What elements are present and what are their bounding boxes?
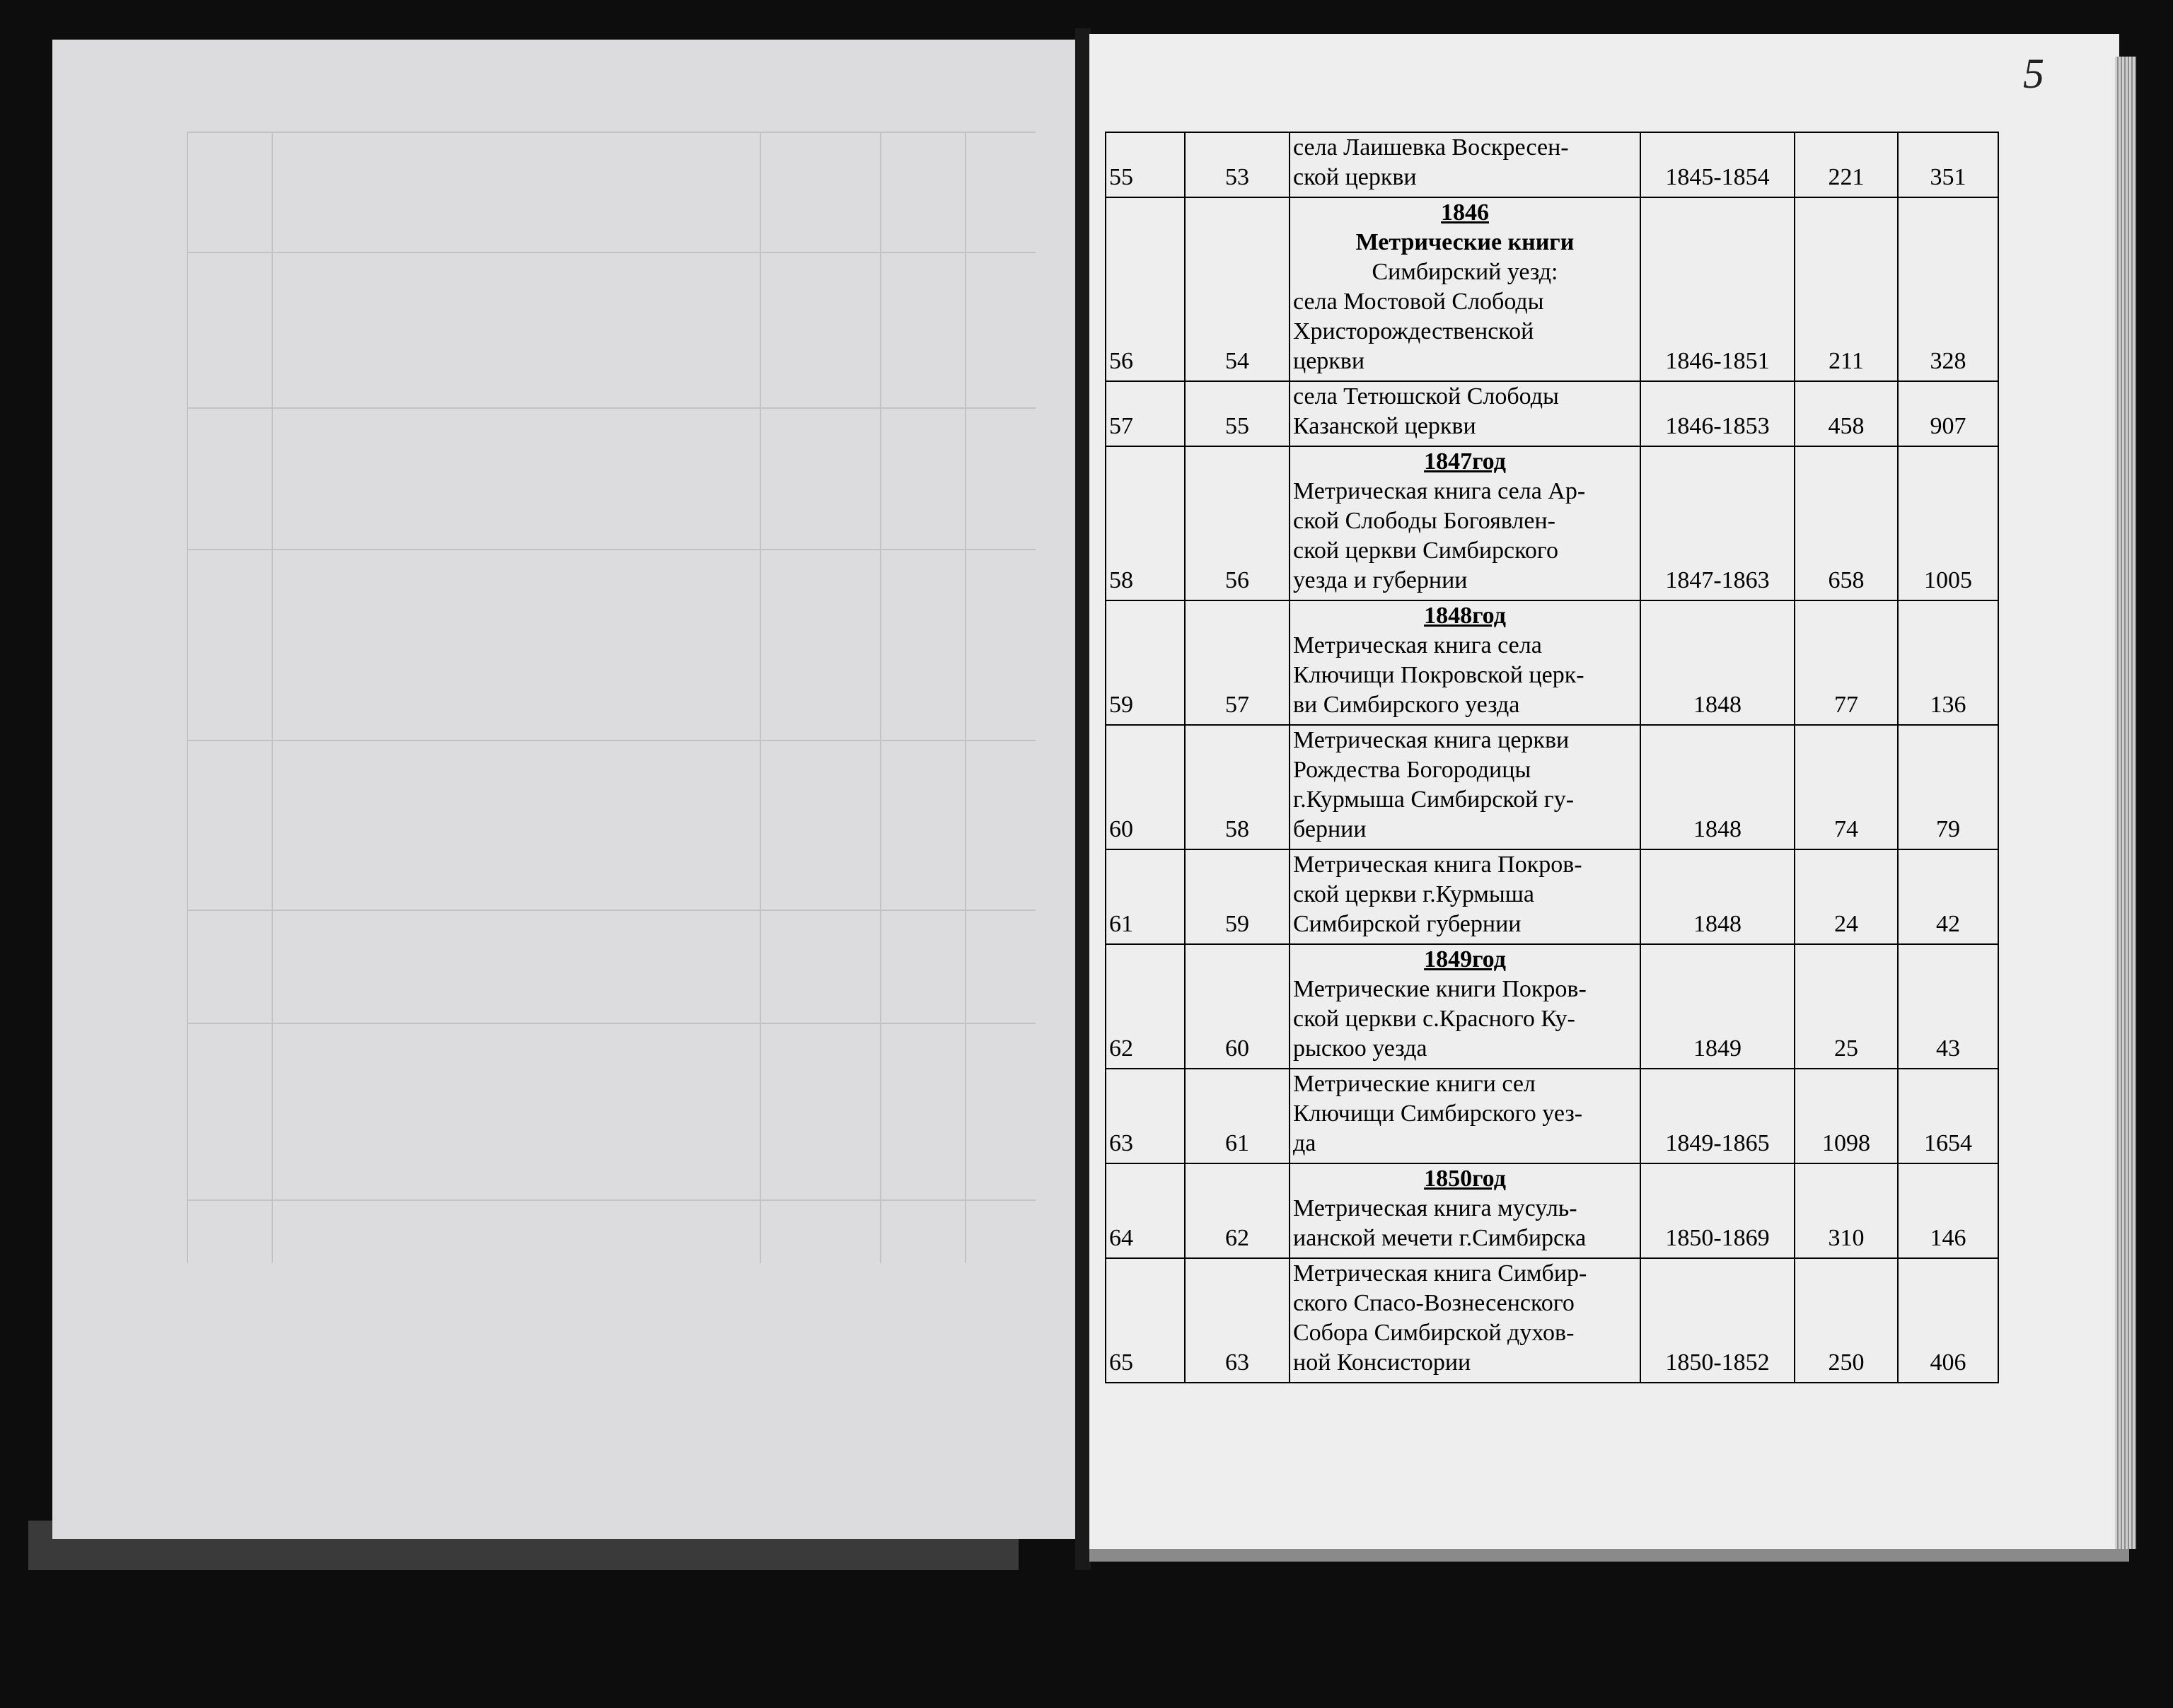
table-row (1106, 446, 1998, 600)
description-line: ской церкви Симбирского (1293, 538, 1558, 564)
inventory-number: 63 (1185, 1258, 1290, 1383)
page-count: 146 (1898, 1163, 1998, 1258)
sheet-count: 221 (1795, 132, 1898, 197)
bleed-through-rule (187, 549, 1036, 550)
description-line: ианской мечети г.Симбирска (1293, 1225, 1587, 1251)
row-number: 62 (1106, 944, 1185, 1069)
row-number: 56 (1106, 197, 1185, 381)
description-line: Метрическая книга мусуль- (1293, 1195, 1577, 1221)
left-page-blank (52, 40, 1077, 1539)
page-count: 1654 (1898, 1069, 1998, 1163)
page-count: 79 (1898, 725, 1998, 849)
sheet-count: 25 (1795, 944, 1898, 1069)
description-line: бернии (1293, 816, 1367, 842)
description-line: села Лаишевка Воскресен- (1293, 134, 1569, 161)
description-cell (1290, 1069, 1640, 1163)
description-line: Метрическая книга Симбир- (1293, 1260, 1587, 1286)
page-count: 351 (1898, 132, 1998, 197)
bleed-through-rule (187, 407, 1036, 409)
table-row (1106, 725, 1998, 849)
row-number: 59 (1106, 600, 1185, 725)
bleed-through-rule (272, 132, 273, 1263)
description-line: Метрические книги Покров- (1293, 976, 1587, 1002)
description-line: Метрическая книга села Ар- (1293, 478, 1586, 504)
sheet-count: 74 (1795, 725, 1898, 849)
sheet-count: 250 (1795, 1258, 1898, 1383)
description-line: Метрическая книга Покров- (1293, 852, 1582, 878)
description-line: церкви (1293, 348, 1365, 374)
page-count: 136 (1898, 600, 1998, 725)
row-number: 65 (1106, 1258, 1185, 1383)
sheet-count: 211 (1795, 197, 1898, 381)
description-cell (1290, 849, 1640, 944)
row-number: 60 (1106, 725, 1185, 849)
description-line: уезда и губернии (1293, 567, 1468, 593)
inventory-number: 55 (1185, 381, 1290, 446)
sheet-count: 458 (1795, 381, 1898, 446)
year-heading: 1846 (1441, 199, 1489, 226)
description-line: Казанской церкви (1293, 413, 1476, 439)
description-cell (1290, 446, 1640, 600)
description-line: Христорождественской (1293, 318, 1534, 344)
description-line: ской церкви г.Курмыша (1293, 881, 1534, 907)
inventory-number: 61 (1185, 1069, 1290, 1163)
description-line: Ключищи Симбирского уез- (1293, 1100, 1583, 1127)
table-row (1106, 1069, 1998, 1163)
description-cell (1290, 944, 1640, 1069)
row-number: 58 (1106, 446, 1185, 600)
page-count: 42 (1898, 849, 1998, 944)
section-heading: Метрические книги (1355, 229, 1575, 255)
description-line: ской церкви с.Красного Ку- (1293, 1006, 1575, 1032)
date-range: 1846-1853 (1640, 381, 1795, 446)
inventory-number: 53 (1185, 132, 1290, 197)
description-line: села Мостовой Слободы (1293, 289, 1544, 315)
year-heading: 1849год (1424, 946, 1506, 972)
date-range: 1850-1852 (1640, 1258, 1795, 1383)
table-row (1106, 849, 1998, 944)
page-count: 406 (1898, 1258, 1998, 1383)
inventory-number: 58 (1185, 725, 1290, 849)
date-range: 1848 (1640, 600, 1795, 725)
description-cell (1290, 725, 1640, 849)
row-number: 57 (1106, 381, 1185, 446)
description-line: Симбирской губернии (1293, 911, 1522, 937)
page-bottom-edge (1089, 1549, 2129, 1562)
year-heading: 1847год (1424, 448, 1506, 475)
page-count: 43 (1898, 944, 1998, 1069)
description-line: ной Консистории (1293, 1349, 1471, 1376)
register-table (1105, 132, 1999, 1383)
description-cell (1290, 1163, 1640, 1258)
year-heading: 1850год (1424, 1166, 1506, 1192)
register-table-body (1106, 132, 1998, 1383)
date-range: 1845-1854 (1640, 132, 1795, 197)
bleed-through-rule (187, 252, 1036, 253)
page-stack-edge (2115, 57, 2136, 1549)
description-cell (1290, 132, 1640, 197)
table-row (1106, 1163, 1998, 1258)
inventory-number: 56 (1185, 446, 1290, 600)
sheet-count: 24 (1795, 849, 1898, 944)
bleed-through-rule (187, 132, 1036, 133)
inventory-number: 54 (1185, 197, 1290, 381)
description-line: ви Симбирского уезда (1293, 692, 1520, 718)
page-number: 5 (2023, 50, 2044, 97)
date-range: 1846-1851 (1640, 197, 1795, 381)
bleed-through-rule (187, 910, 1036, 911)
description-line: г.Курмыша Симбирской гу- (1293, 786, 1575, 813)
page-count: 907 (1898, 381, 1998, 446)
description-cell (1290, 381, 1640, 446)
page-count: 328 (1898, 197, 1998, 381)
description-cell (1290, 600, 1640, 725)
date-range: 1848 (1640, 849, 1795, 944)
sheet-count: 77 (1795, 600, 1898, 725)
bleed-through-rule (187, 1199, 1036, 1201)
description-line: рыскоо уезда (1293, 1035, 1427, 1062)
date-range: 1850-1869 (1640, 1163, 1795, 1258)
description-line: Ключищи Покровской церк- (1293, 662, 1584, 688)
bleed-through-rule (187, 132, 188, 1263)
table-row (1106, 1258, 1998, 1383)
date-range: 1848 (1640, 725, 1795, 849)
inventory-number: 59 (1185, 849, 1290, 944)
description-line: Собора Симбирской духов- (1293, 1320, 1575, 1346)
description-line: Метрическая книга церкви (1293, 727, 1570, 753)
description-line: Метрическая книга села (1293, 632, 1542, 658)
date-range: 1849-1865 (1640, 1069, 1795, 1163)
table-row (1106, 132, 1998, 197)
inventory-number: 57 (1185, 600, 1290, 725)
description-cell (1290, 197, 1640, 381)
description-line: села Тетюшской Слободы (1293, 383, 1559, 409)
description-line: ской церкви (1293, 164, 1417, 190)
bleed-through-rule (187, 1023, 1036, 1024)
bleed-through-rule (187, 740, 1036, 741)
date-range: 1847-1863 (1640, 446, 1795, 600)
table-row (1106, 600, 1998, 725)
year-heading: 1848год (1424, 603, 1506, 629)
description-line: да (1293, 1130, 1316, 1156)
row-number: 61 (1106, 849, 1185, 944)
bleed-through-rule (760, 132, 761, 1263)
table-row (1106, 381, 1998, 446)
date-range: 1849 (1640, 944, 1795, 1069)
table-row (1106, 944, 1998, 1069)
sheet-count: 1098 (1795, 1069, 1898, 1163)
page-count: 1005 (1898, 446, 1998, 600)
book-gutter (1075, 28, 1091, 1570)
row-number: 55 (1106, 132, 1185, 197)
description-line: Метрические книги сел (1293, 1071, 1536, 1097)
description-cell (1290, 1258, 1640, 1383)
sheet-count: 310 (1795, 1163, 1898, 1258)
region-heading: Симбирский уезд: (1372, 259, 1558, 285)
inventory-number: 62 (1185, 1163, 1290, 1258)
description-line: Рождества Богородицы (1293, 757, 1531, 783)
sheet-count: 658 (1795, 446, 1898, 600)
description-line: ского Спасо-Вознесенского (1293, 1290, 1575, 1316)
inventory-number: 60 (1185, 944, 1290, 1069)
bleed-through-rule (880, 132, 881, 1263)
row-number: 64 (1106, 1163, 1185, 1258)
bleed-through-rule (965, 132, 966, 1263)
table-row (1106, 197, 1998, 381)
description-line: ской Слободы Богоявлен- (1293, 508, 1555, 534)
row-number: 63 (1106, 1069, 1185, 1163)
